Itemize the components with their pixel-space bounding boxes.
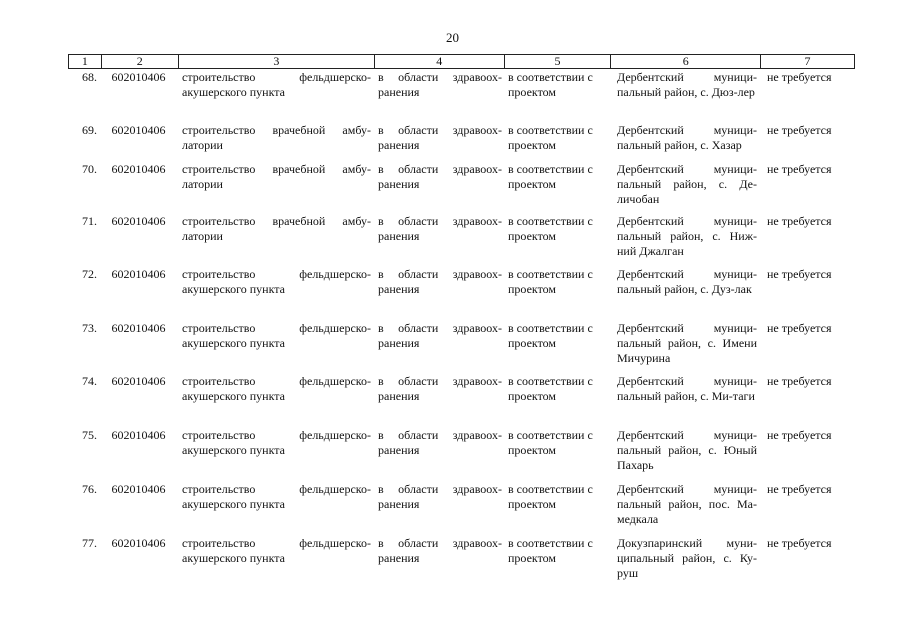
row-name: строительство врачебной амбу-латории — [182, 123, 371, 152]
row-code: 602010406 — [111, 321, 166, 335]
row-number: 73. — [82, 321, 97, 335]
row-location: Докузпаринский муни-ципальный район, с. Ку-руш — [617, 536, 757, 580]
table-row — [68, 374, 855, 428]
table-row — [68, 267, 855, 321]
table-row — [68, 214, 855, 267]
row-basis: в соответствии с проектом — [508, 214, 593, 243]
row-zone: не требуется — [767, 428, 832, 442]
row-basis: в соответствии с проектом — [508, 162, 593, 191]
row-zone: не требуется — [767, 214, 832, 228]
row-area: в области здравоох-ранения — [378, 428, 502, 457]
column-header-7: 7 — [760, 55, 855, 68]
table-row — [68, 123, 855, 162]
row-zone: не требуется — [767, 321, 832, 335]
row-area: в области здравоох-ранения — [378, 267, 502, 296]
row-location: Дербентский муници-пальный район, с. Хазар — [617, 123, 757, 152]
row-area: в области здравоох-ранения — [378, 214, 502, 243]
row-name: строительство врачебной амбу-латории — [182, 162, 371, 191]
row-basis: в соответствии с проектом — [508, 428, 593, 457]
row-zone: не требуется — [767, 536, 832, 550]
row-number: 77. — [82, 536, 97, 550]
row-location: Дербентский муници-пальный район, с. Ми-таги — [617, 374, 757, 403]
row-area: в области здравоох-ранения — [378, 482, 502, 511]
row-location: Дербентский муници-пальный район, с. Де-личобан — [617, 162, 757, 206]
column-header-6: 6 — [610, 55, 759, 68]
row-name: строительство фельдшерско-акушерского пункта — [182, 321, 371, 350]
row-number: 76. — [82, 482, 97, 496]
row-basis: в соответствии с проектом — [508, 267, 593, 296]
row-code: 602010406 — [111, 123, 166, 137]
row-code: 602010406 — [111, 428, 166, 442]
row-location: Дербентский муници-пальный район, с. Ниж-ний Джалган — [617, 214, 757, 258]
row-area: в области здравоох-ранения — [378, 70, 502, 99]
row-zone: не требуется — [767, 70, 832, 84]
row-basis: в соответствии с проектом — [508, 536, 593, 565]
row-area: в области здравоох-ранения — [378, 536, 502, 565]
row-zone: не требуется — [767, 162, 832, 176]
column-header-2: 2 — [101, 55, 178, 68]
row-name: строительство фельдшерско-акушерского пункта — [182, 267, 371, 296]
row-basis: в соответствии с проектом — [508, 374, 593, 403]
row-location: Дербентский муници-пальный район, с. Имени Мичурина — [617, 321, 757, 365]
table-row — [68, 482, 855, 536]
row-zone: не требуется — [767, 482, 832, 496]
row-number: 68. — [82, 70, 97, 84]
row-code: 602010406 — [111, 482, 166, 496]
objects-table — [68, 54, 855, 588]
row-number: 72. — [82, 267, 97, 281]
row-area: в области здравоох-ранения — [378, 374, 502, 403]
row-zone: не требуется — [767, 374, 832, 388]
row-name: строительство фельдшерско-акушерского пункта — [182, 536, 371, 565]
row-location: Дербентский муници-пальный район, пос. Ма-медкала — [617, 482, 757, 526]
table-row — [68, 70, 855, 123]
row-number: 70. — [82, 162, 97, 176]
row-location: Дербентский муници-пальный район, с. Дуз-лак — [617, 267, 757, 296]
row-number: 69. — [82, 123, 97, 137]
row-name: строительство врачебной амбу-латории — [182, 214, 371, 243]
row-number: 75. — [82, 428, 97, 442]
row-number: 74. — [82, 374, 97, 388]
row-location: Дербентский муници-пальный район, с. Юный Пахарь — [617, 428, 757, 472]
row-basis: в соответствии с проектом — [508, 70, 593, 99]
row-name: строительство фельдшерско-акушерского пункта — [182, 70, 371, 99]
table-row — [68, 428, 855, 482]
table-row — [68, 162, 855, 214]
row-number: 71. — [82, 214, 97, 228]
row-basis: в соответствии с проектом — [508, 482, 593, 511]
column-header-3: 3 — [178, 55, 374, 68]
page-number: 20 — [446, 30, 459, 45]
column-header-4: 4 — [374, 55, 504, 68]
row-name: строительство фельдшерско-акушерского пункта — [182, 482, 371, 511]
row-zone: не требуется — [767, 123, 832, 137]
row-code: 602010406 — [111, 162, 166, 176]
row-code: 602010406 — [111, 374, 166, 388]
row-code: 602010406 — [111, 214, 166, 228]
row-area: в области здравоох-ранения — [378, 321, 502, 350]
row-name: строительство фельдшерско-акушерского пункта — [182, 374, 371, 403]
row-code: 602010406 — [111, 536, 166, 550]
column-number-header — [68, 54, 855, 69]
row-code: 602010406 — [111, 267, 166, 281]
column-header-1: 1 — [68, 55, 101, 68]
row-code: 602010406 — [111, 70, 166, 84]
row-basis: в соответствии с проектом — [508, 123, 593, 152]
table-row — [68, 321, 855, 374]
row-name: строительство фельдшерско-акушерского пункта — [182, 428, 371, 457]
column-header-5: 5 — [504, 55, 611, 68]
row-zone: не требуется — [767, 267, 832, 281]
row-basis: в соответствии с проектом — [508, 321, 593, 350]
row-area: в области здравоох-ранения — [378, 162, 502, 191]
row-area: в области здравоох-ранения — [378, 123, 502, 152]
row-location: Дербентский муници-пальный район, с. Дюз-лер — [617, 70, 757, 99]
table-row — [68, 536, 855, 588]
